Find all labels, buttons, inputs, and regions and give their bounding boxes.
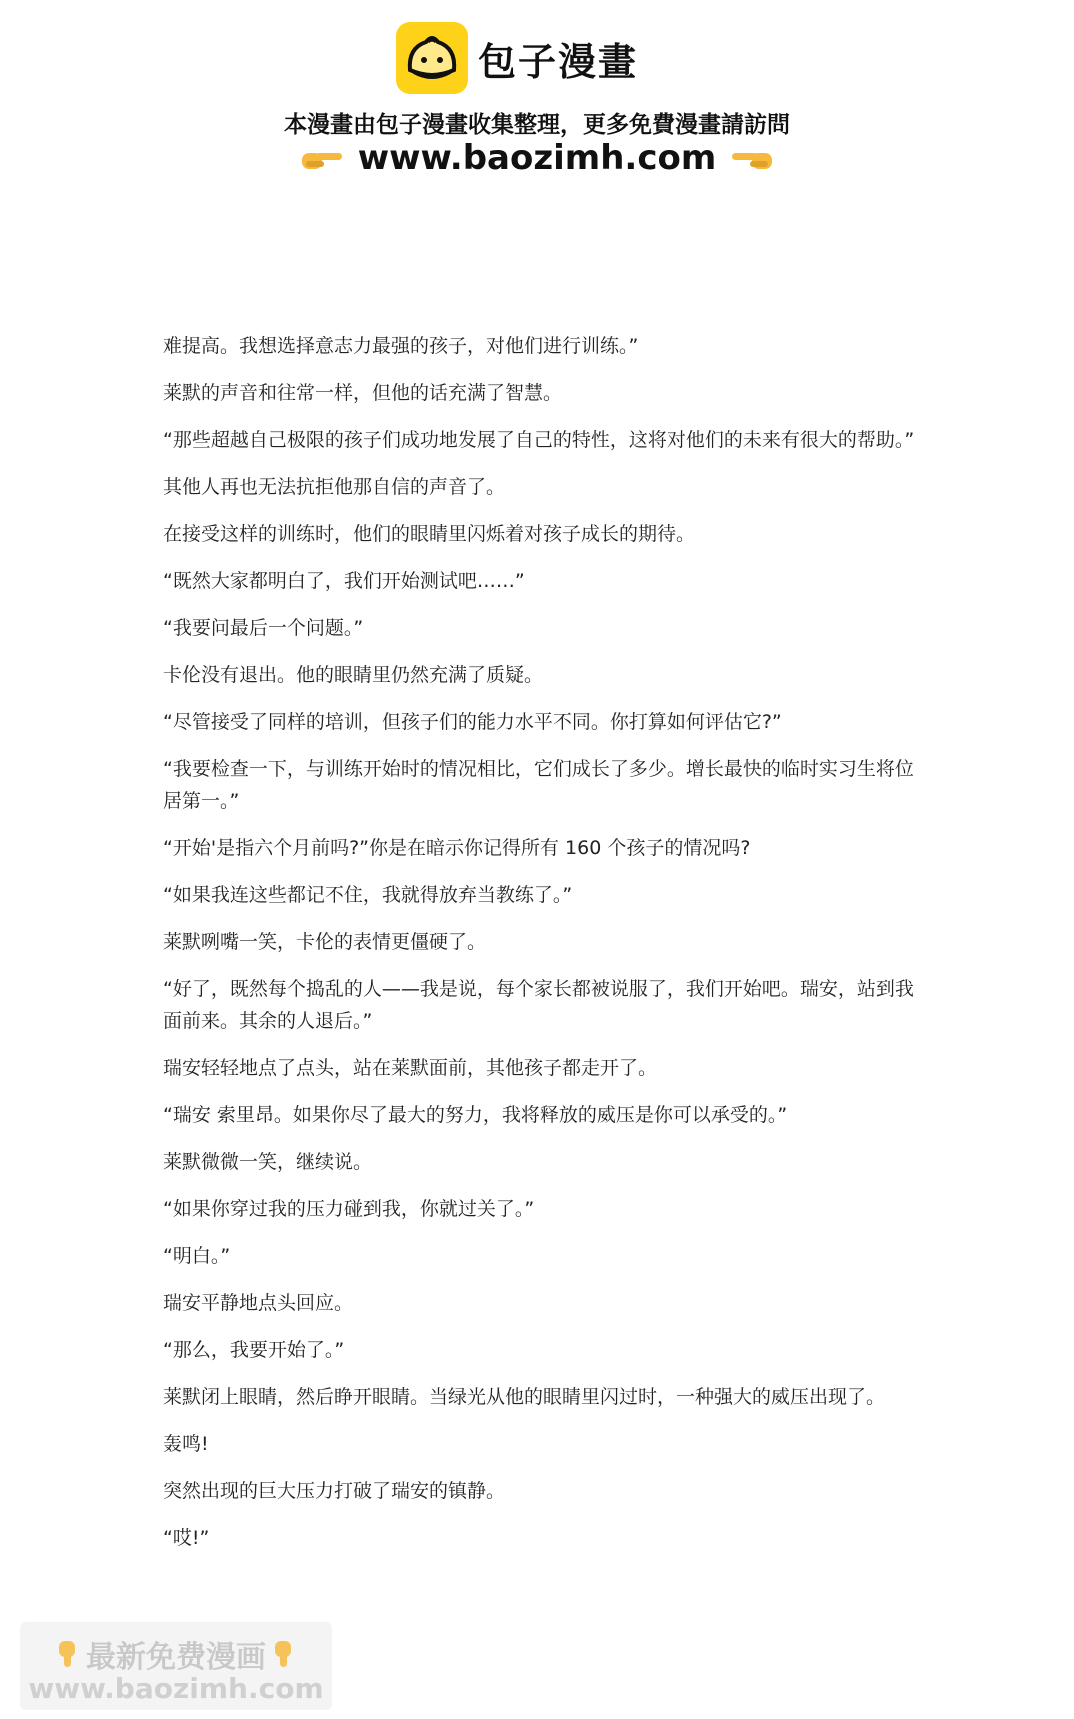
pointing-right-hand-icon: [300, 143, 344, 173]
site-tagline: 本漫畫由包子漫畫收集整理，更多免費漫畫請訪問: [284, 112, 790, 138]
paragraph: “那么，我要开始了。”: [163, 1339, 345, 1361]
pointing-left-hand-icon: [730, 143, 774, 173]
baozi-bun-icon: [396, 22, 468, 94]
paragraph: “如果你穿过我的压力碰到我，你就过关了。”: [163, 1198, 535, 1220]
paragraph: 难提高。我想选择意志力最强的孩子，对他们进行训练。”: [163, 335, 639, 357]
paragraph: 在接受这样的训练时，他们的眼睛里闪烁着对孩子成长的期待。: [163, 523, 696, 545]
paragraph: “好了，既然每个捣乱的人——我是说，每个家长都被说服了，我们开始吧。瑞安，站到我面前来。其余的人退后。”: [163, 978, 914, 1032]
logo-row[interactable]: [0, 22, 1074, 94]
paragraph: 莱默闭上眼睛，然后睁开眼睛。当绿光从他的眼睛里闪过时，一种强大的威压出现了。: [163, 1386, 886, 1408]
pointing-down-hand-icon: [272, 1639, 296, 1669]
chapter-text: [163, 330, 923, 1569]
paragraph: 瑞安平静地点头回应。: [163, 1292, 354, 1314]
paragraph: 其他人再也无法抗拒他那自信的声音了。: [163, 476, 506, 498]
paragraph: 轰鸣!: [163, 1433, 209, 1455]
site-header: [0, 0, 1074, 200]
paragraph: “明白。”: [163, 1245, 231, 1267]
pointing-down-hand-icon: [56, 1639, 80, 1669]
paragraph: “我要问最后一个问题。”: [163, 617, 364, 639]
paragraph: “我要检查一下，与训练开始时的情况相比，它们成长了多少。增长最快的临时实习生将位居第一。”: [163, 758, 914, 812]
paragraph: “那些超越自己极限的孩子们成功地发展了自己的特性，这将对他们的未来有很大的帮助。”: [163, 429, 915, 451]
paragraph: “既然大家都明白了，我们开始测试吧……”: [163, 570, 525, 592]
paragraph: 莱默微微一笑，继续说。: [163, 1151, 373, 1173]
paragraph: “瑞安 索里昂。如果你尽了最大的努力，我将释放的威压是你可以承受的。”: [163, 1104, 788, 1126]
brand-name: 包子漫畫: [477, 39, 638, 84]
site-url-row[interactable]: [0, 138, 1074, 178]
watermark-title-row: [20, 1632, 332, 1676]
paragraph: 卡伦没有退出。他的眼睛里仍然充满了质疑。: [163, 664, 544, 686]
paragraph: 突然出现的巨大压力打破了瑞安的镇静。: [163, 1480, 506, 1502]
paragraph: 莱默咧嘴一笑，卡伦的表情更僵硬了。: [163, 931, 487, 953]
paragraph: 瑞安轻轻地点了点头，站在莱默面前，其他孩子都走开了。: [163, 1057, 658, 1079]
watermark-url: www.baozimh.com: [28, 1672, 324, 1705]
paragraph: “哎!”: [163, 1527, 210, 1549]
paragraph: “如果我连这些都记不住，我就得放弃当教练了。”: [163, 884, 573, 906]
watermark-title: 最新免费漫画: [86, 1640, 266, 1675]
site-url-link[interactable]: www.baozimh.com: [357, 138, 717, 178]
watermark-badge[interactable]: [20, 1622, 332, 1710]
paragraph: 莱默的声音和往常一样，但他的话充满了智慧。: [163, 382, 563, 404]
paragraph: “开始'是指六个月前吗?”你是在暗示你记得所有 160 个孩子的情况吗?: [163, 837, 751, 859]
paragraph: “尽管接受了同样的培训，但孩子们的能力水平不同。你打算如何评估它?”: [163, 711, 782, 733]
